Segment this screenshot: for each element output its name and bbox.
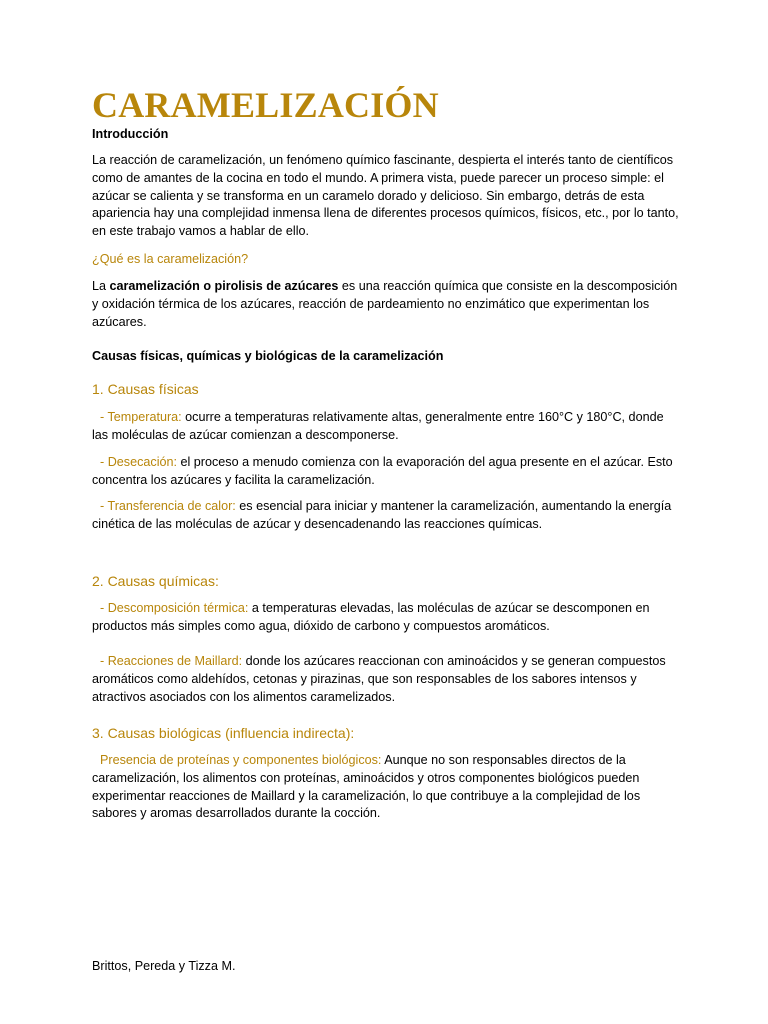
physical-item-label: - Transferencia de calor:: [100, 499, 236, 513]
physical-item: [92, 409, 682, 445]
chemical-heading: 2. Causas químicas:: [92, 573, 219, 589]
physical-item-label: - Desecación:: [100, 455, 177, 469]
physical-item-text: ocurre a temperaturas relativamente altas, generalmente entre 160°C y 180°C, donde las moléculas de azúcar comienzan a descomponerse.: [92, 410, 664, 442]
physical-item-text: el proceso a menudo comienza con la evaporación del agua presente en el azúcar. Esto concentra los azúcares y facilita la caramelización.: [92, 455, 673, 487]
chemical-item-text: donde los azúcares reaccionan con aminoácidos y se generan compuestos aromáticos como aldehídos, cetonas y pirazinas, que son responsables de los sabores intensos y atractivos asociados con los alimentos caramelizados.: [92, 654, 666, 704]
document-footer: Brittos, Pereda y Tizza M.: [92, 958, 236, 973]
chemical-item: [92, 653, 682, 706]
chemical-item-label: - Descomposición térmica:: [100, 601, 249, 615]
document-title: CARAMELIZACIÓN: [92, 85, 439, 125]
biological-heading: 3. Causas biológicas (influencia indirecta):: [92, 725, 355, 741]
intro-heading: Introducción: [92, 127, 169, 141]
biological-item: [92, 752, 682, 823]
biological-item-label: Presencia de proteínas y componentes biológicos:: [100, 753, 382, 767]
biological-item-text: Aunque no son responsables directos de la caramelización, los alimentos con proteínas, aminoácidos y otros componentes biológicos pueden experimentar reacciones de Maillard y la caramelización, lo que contribuye a la complejidad de los sabores y aromas desarrollados durante la cocción.: [92, 753, 641, 821]
physical-item-label: - Temperatura:: [100, 410, 182, 424]
causes-heading: Causas físicas, químicas y biológicas de la caramelización: [92, 349, 444, 363]
chemical-item: [92, 600, 682, 636]
definition-paragraph: [92, 278, 682, 331]
question-heading: ¿Qué es la caramelización?: [92, 252, 249, 266]
physical-item: [92, 498, 682, 534]
physical-item: [92, 454, 682, 490]
definition-rest: es una reacción química que consiste en la descomposición y oxidación térmica de los azúcares, reacción de pardeamiento no enzimático que experimentan los azúcares.: [92, 279, 678, 329]
physical-item-text: es esencial para iniciar y mantener la caramelización, aumentando la energía cinética de las moléculas de azúcar y desencadenando las reacciones químicas.: [92, 499, 672, 531]
intro-paragraph: La reacción de caramelización, un fenómeno químico fascinante, despierta el interés tanto de científicos como de amantes de la cocina en todo el mundo. A primera vista, puede parecer un proceso simple: el azúcar se calienta y se transforma en un caramelo dorado y delicioso. Sin embargo, detrás de esta apariencia hay una complejidad inmensa llena de diferentes procesos químicos, físicos, etc., por lo tanto, en este trabajo vamos a hablar de ello.: [92, 153, 679, 239]
physical-heading: 1. Causas físicas: [92, 381, 199, 397]
definition-term: caramelización o pirolisis de azúcares: [109, 279, 339, 293]
chemical-item-label: - Reacciones de Maillard:: [100, 654, 243, 668]
definition-prefix: La: [92, 279, 110, 293]
chemical-item-text: a temperaturas elevadas, las moléculas de azúcar se descomponen en productos más simples como agua, dióxido de carbono y compuestos aromáticos.: [92, 601, 650, 633]
